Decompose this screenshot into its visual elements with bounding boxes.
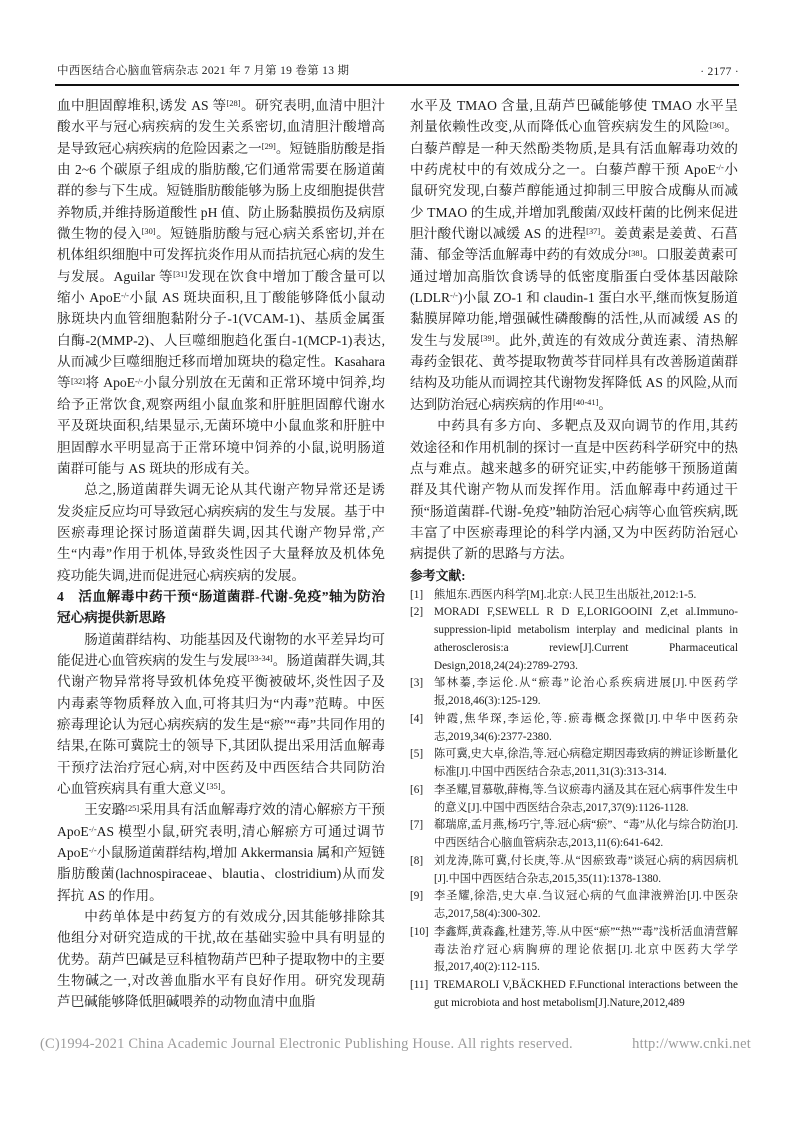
journal-title: 中西医结合心脑血管病杂志 2021 年 7 月第 19 卷第 13 期 xyxy=(57,65,350,77)
superscript-citation: -/- xyxy=(121,290,129,301)
superscript-citation: -/- xyxy=(450,290,458,301)
superscript-citation: [35] xyxy=(206,781,221,792)
reference-number: [1] xyxy=(410,588,424,601)
reference-item: [6] 李圣耀,冒慕敬,薛梅,等.刍议瘀毒内涵及其在冠心病事件发生中的意义[J].中国中西医结合杂志,2017,37(9):1126-1128. xyxy=(410,783,738,814)
superscript-citation: [31] xyxy=(173,268,188,279)
right-column xyxy=(410,95,738,1013)
reference-number: [9] xyxy=(410,890,424,903)
right-column-text xyxy=(410,95,738,565)
paragraph: 中药单体是中药复方的有效成分,因其能够排除其他组分对研究造成的干扰,故在基础实验中具有明显的优势。葫芦巴碱是豆科植物葫芦巴种子提取物中的主要生物碱之一,对改善血脂水平有良好作用。研究发现葫芦巴碱能够降低胆碱喂养的动物血清中血脂 xyxy=(57,909,385,1010)
cnki-url: http://www.cnki.net xyxy=(632,1036,751,1052)
page-number: · 2177 · xyxy=(700,66,739,78)
paragraph: 总之,肠道菌群失调无论从其代谢产物异常还是诱发炎症反应均可导致冠心病疾病的发生与发展。基于中医瘀毒理论探讨肠道菌群失调,因其代谢产物异常,产生“内毒”作用于机体,导致炎性因子大量释放及机体免疫功能失调,进而促进冠心病疾病的发展。 xyxy=(57,482,385,583)
superscript-citation: [37] xyxy=(586,226,601,237)
reference-number: [10] xyxy=(410,925,429,938)
section-heading: 4 活血解毒中药干预“肠道菌群-代谢-免疫”轴为防治冠心病提供新思路 xyxy=(57,588,385,626)
reference-item: [7] 郗瑞席,孟月燕,杨巧宁,等.冠心病“瘀”、“毒”从化与综合防治[J].中西医结合心脑血管病杂志,2013,11(6):641-642. xyxy=(410,819,738,850)
superscript-citation: [32] xyxy=(71,375,86,386)
references-title: 参考文献: xyxy=(410,568,466,583)
reference-item: [9] 李圣耀,徐浩,史大卓.刍议冠心病的气血津液辨治[J].中医杂志,2017,58(4):300-302. xyxy=(410,890,738,921)
reference-item: [5] 陈可冀,史大卓,徐浩,等.冠心病稳定期因毒致病的辨证诊断量化标准[J].中国中西医结合杂志,2011,31(3):313-314. xyxy=(410,748,738,779)
reference-number: [8] xyxy=(410,854,424,867)
copyright-text: (C)1994-2021 China Academic Journal Electronic Publishing House. All rights reserved. xyxy=(40,1036,573,1052)
reference-number: [2] xyxy=(410,606,424,619)
superscript-citation: [40-41] xyxy=(573,397,599,408)
page-header xyxy=(57,62,739,78)
paragraph: 水平及 TMAO 含量,且葫芦巴碱能够使 TMAO 水平呈剂量依赖性改变,从而降低心血管疾病发生的风险[36]。白藜芦醇是一种天然酚类物质,是具有活血解毒功效的中药虎杖中的有效成分之一。白藜芦醇干预 ApoE-/-小鼠研究发现,白藜芦醇能通过抑制三甲胺合成酶从而减少 TMAO 的生成,并增加乳酸菌/双歧杆菌的比例来促进胆汁酸代谢以减缓 AS 的进程[37]。姜黄素是姜黄、石菖蒲、郁金等活血解毒中药的有效成分[38]。口服姜黄素可通过增加高脂饮食诱导的低密度脂蛋白受体基因敲除(LDLR-/-)小鼠 ZO-1 和 claudin-1 蛋白水平,继而恢复肠道黏膜屏障功能,增强碱性磷酸酶的活性,从而减缓 AS 的发生与发展[39]。此外,黄连的有效成分黄连素、清热解毒药金银花、黄芩提取物黄芩苷同样具有改善肠道菌群结构及功能从而调控其代谢物发挥降低 AS 的风险,从而达到防治冠心病疾病的作用[40-41]。 xyxy=(410,98,739,412)
left-column xyxy=(57,95,385,1013)
reference-list xyxy=(410,587,738,1013)
reference-item: [2] MORADI F,SEWELL R D E,LORIGOOINI Z,et al.Immuno-suppression-lipid metabolism interplay and medicinal plants in atherosclerosis:a review[J].Current Pharmaceutical Design,2018,24(24):2789-2793. xyxy=(410,606,738,672)
superscript-citation: -/- xyxy=(88,845,97,856)
superscript-citation: [30] xyxy=(141,226,156,237)
reference-item: [11] TREMAROLI V,BÄCKHED F.Functional interactions between the gut microbiota and host metabolism[J].Nature,2012,489 xyxy=(410,979,738,1009)
superscript-citation: -/- xyxy=(715,162,724,173)
superscript-citation: -/- xyxy=(88,823,97,834)
reference-item: [3] 邹林蓁,李运伦.从“瘀毒”论治心系疾病进展[J].中医药学报,2018,46(3):125-129. xyxy=(410,677,738,708)
reference-item: [4] 钟霞,焦华琛,李运伦,等.瘀毒概念探微[J].中华中医药杂志,2019,34(6):2377-2380. xyxy=(410,712,738,743)
reference-item: [10] 李鑫辉,黄森鑫,杜建芳,等.从中医“瘀”“热”“毒”浅析活血清营解毒法治疗冠心病胸痹的理论依据[J].北京中医药大学学报,2017,40(2):112-115. xyxy=(410,925,738,974)
superscript-citation: -/- xyxy=(135,375,143,386)
reference-number: [4] xyxy=(410,712,424,725)
header-rule xyxy=(55,84,739,86)
reference-number: [3] xyxy=(410,677,424,690)
superscript-citation: [38] xyxy=(628,247,643,258)
reference-number: [7] xyxy=(410,819,424,832)
paragraph: 中药具有多方向、多靶点及双向调节的作用,其药效途径和作用机制的探讨一直是中医药科学研究中的热点与难点。越来越多的研究证实,中药能够干预肠道菌群及其代谢产物从而发挥作用。活血解毒中药通过干预“肠道菌群-代谢-免疫”轴防治冠心病等心血管疾病,既丰富了中医瘀毒理论的科学内涵,又为中医药防治冠心病提供了新的思路与方法。 xyxy=(410,418,738,562)
page-footer xyxy=(40,1036,751,1053)
article-body xyxy=(57,95,739,1013)
reference-number: [5] xyxy=(410,748,424,761)
superscript-citation: [39] xyxy=(480,333,495,343)
reference-number: [11] xyxy=(410,979,429,992)
paragraph: 王安璐[25]采用具有活血解毒疗效的清心解瘀方干预 ApoE-/-AS 模型小鼠,研究表明,清心解瘀方可通过调节 ApoE-/-小鼠肠道菌群结构,增加 Akkermansia 属和产短链脂肪酸菌(lachnospiraceae、blautia、clostridium)从而发挥抗 AS 的作用。 xyxy=(57,802,385,903)
superscript-citation: [25] xyxy=(125,802,140,813)
superscript-citation: [28] xyxy=(226,98,241,109)
superscript-citation: [36] xyxy=(709,119,724,130)
paragraph: 血中胆固醇堆积,诱发 AS 等[28]。研究表明,血清中胆汁酸水平与冠心病疾病的发生关系密切,血清胆汁酸增高是导致冠心病疾病的危险因素之一[29]。短链脂肪酸是指由 2~6 个碳原子组成的脂肪酸,它们通常需要在肠道菌群的参与下生成。短链脂肪酸能够为肠上皮细胞提供营养物质,并维持肠道酸性 pH 值、防止肠黏膜损伤及病原微生物的侵入[30]。短链脂肪酸与冠心病关系密切,并在机体组织细胞中可发挥抗炎作用从而拮抗冠心病的发生与发展。Aguilar 等[31]发现在饮食中增加丁酸含量可以缩小 ApoE-/-小鼠 AS 斑块面积,且丁酸能够降低小鼠动脉斑块内血管细胞黏附分子-1(VCAM-1)、基质金属蛋白酶-2(MMP-2)、人巨噬细胞趋化蛋白-1(MCP-1)表达,从而减少巨噬细胞迁移而增加斑块的稳定性。Kasahara 等[32]将 ApoE-/-小鼠分别放在无菌和正常环境中饲养,均给予正常饮食,观察两组小鼠血浆和肝脏胆固醇代谢水平及斑块面积,结果显示,无菌环境中小鼠血浆和肝脏中胆固醇水平明显高于正常环境中饲养的小鼠,说明肠道菌群可能与 AS 斑块的形成有关。 xyxy=(57,98,386,476)
superscript-citation: [29] xyxy=(261,140,276,151)
reference-item: [1] 熊旭东.西医内科学[M].北京:人民卫生出版社,2012:1-5. xyxy=(410,587,738,605)
superscript-citation: [33-34] xyxy=(247,653,273,664)
paragraph: 肠道菌群结构、功能基因及代谢物的水平差异均可能促进心血管疾病的发生与发展[33-34]。肠道菌群失调,其代谢产物异常将导致机体免疫平衡被破坏,炎性因子及内毒素等物质释放入血,可将其归为“内毒”范畴。中医瘀毒理论认为冠心病疾病的发生是“瘀”“毒”共同作用的结果,在陈可冀院士的领导下,其团队提出采用活血解毒干预疗法治疗冠心病,对中医药及中西医结合共同防治心血管疾病具有重大意义[35]。 xyxy=(57,631,386,796)
reference-item: [8] 刘龙涛,陈可冀,付长庚,等.从“因瘀致毒”谈冠心病的病因病机[J].中国中西医结合杂志,2015,35(11):1378-1380. xyxy=(410,854,738,885)
reference-number: [6] xyxy=(410,783,424,796)
